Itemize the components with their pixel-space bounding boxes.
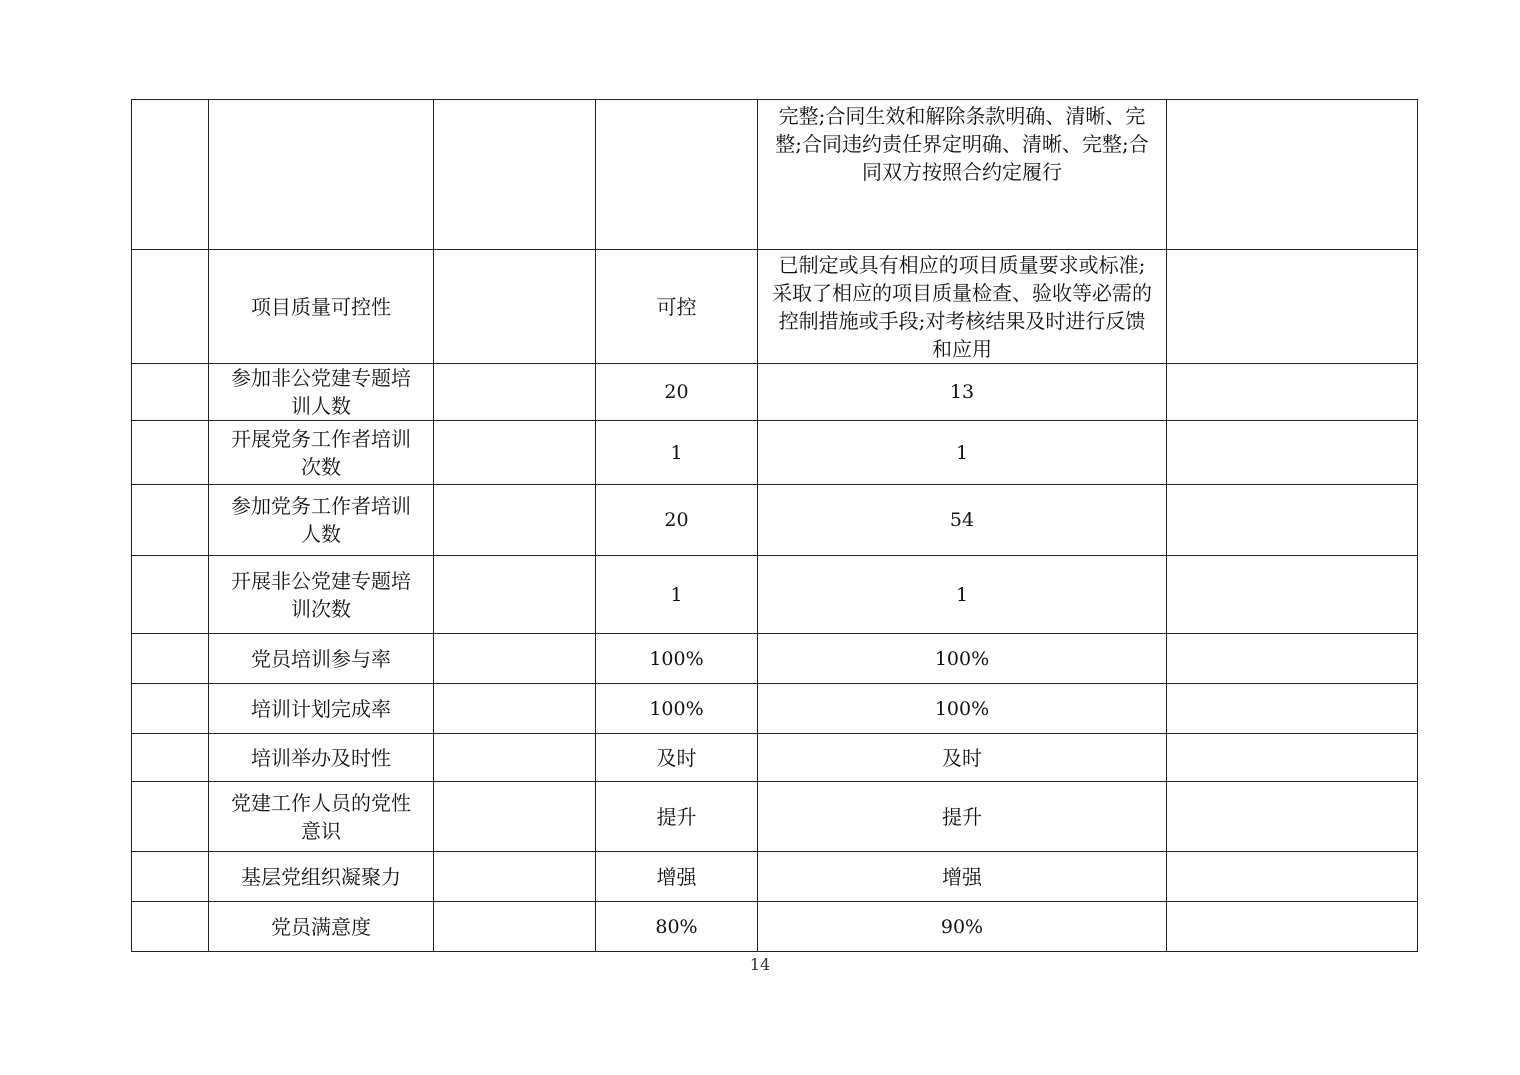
indicator-cell: 基层党组织凝聚力: [209, 852, 434, 902]
target-cell: 1: [596, 556, 758, 634]
remark-cell: [1167, 902, 1418, 952]
actual-cell: 90%: [758, 902, 1167, 952]
table-row: [132, 100, 1418, 250]
remark-cell: [1167, 364, 1418, 421]
target-cell: 20: [596, 364, 758, 421]
blank-cell: [434, 782, 596, 852]
target-cell: 100%: [596, 634, 758, 684]
remark-cell: [1167, 634, 1418, 684]
category-cell: [132, 364, 209, 421]
blank-cell: [434, 485, 596, 556]
target-cell: 提升: [596, 782, 758, 852]
table-row: [132, 852, 1418, 902]
indicator-cell: 项目质量可控性: [209, 250, 434, 364]
remark-cell: [1167, 782, 1418, 852]
category-cell: [132, 556, 209, 634]
target-cell: 可控: [596, 250, 758, 364]
category-cell: [132, 684, 209, 734]
indicator-cell: 党建工作人员的党性意识: [209, 782, 434, 852]
remark-cell: [1167, 250, 1418, 364]
target-cell: 1: [596, 421, 758, 485]
table-row: [132, 684, 1418, 734]
actual-cell: 已制定或具有相应的项目质量要求或标准;采取了相应的项目质量检查、验收等必需的控制措施或手段;对考核结果及时进行反馈和应用: [758, 250, 1167, 364]
target-cell: 及时: [596, 734, 758, 782]
category-cell: [132, 250, 209, 364]
indicator-cell: 培训举办及时性: [209, 734, 434, 782]
indicator-cell: 党员培训参与率: [209, 634, 434, 684]
target-cell: 20: [596, 485, 758, 556]
indicator-cell: 参加非公党建专题培训人数: [209, 364, 434, 421]
remark-cell: [1167, 485, 1418, 556]
blank-cell: [434, 556, 596, 634]
target-cell: [596, 100, 758, 250]
indicator-cell: 培训计划完成率: [209, 684, 434, 734]
blank-cell: [434, 852, 596, 902]
blank-cell: [434, 421, 596, 485]
actual-cell: 100%: [758, 634, 1167, 684]
remark-cell: [1167, 684, 1418, 734]
performance-table: [131, 99, 1418, 952]
table-row: [132, 421, 1418, 485]
category-cell: [132, 485, 209, 556]
category-cell: [132, 852, 209, 902]
category-cell: [132, 100, 209, 250]
blank-cell: [434, 684, 596, 734]
table-row: [132, 634, 1418, 684]
remark-cell: [1167, 100, 1418, 250]
table-row: [132, 902, 1418, 952]
indicator-cell: [209, 100, 434, 250]
actual-cell: 及时: [758, 734, 1167, 782]
indicator-cell: 党员满意度: [209, 902, 434, 952]
indicator-cell: 开展党务工作者培训次数: [209, 421, 434, 485]
blank-cell: [434, 902, 596, 952]
remark-cell: [1167, 421, 1418, 485]
remark-cell: [1167, 556, 1418, 634]
actual-cell: 1: [758, 421, 1167, 485]
table-row: [132, 734, 1418, 782]
actual-cell: 提升: [758, 782, 1167, 852]
table-row: [132, 556, 1418, 634]
remark-cell: [1167, 734, 1418, 782]
target-cell: 80%: [596, 902, 758, 952]
actual-cell: 1: [758, 556, 1167, 634]
target-cell: 100%: [596, 684, 758, 734]
target-cell: 增强: [596, 852, 758, 902]
table-row: [132, 250, 1418, 364]
actual-cell: 增强: [758, 852, 1167, 902]
remark-cell: [1167, 852, 1418, 902]
actual-cell: 完整;合同生效和解除条款明确、清晰、完整;合同违约责任界定明确、清晰、完整;合同双方按照合约定履行: [758, 100, 1167, 250]
blank-cell: [434, 100, 596, 250]
category-cell: [132, 782, 209, 852]
table-row: [132, 485, 1418, 556]
category-cell: [132, 902, 209, 952]
table-row: [132, 782, 1418, 852]
category-cell: [132, 734, 209, 782]
blank-cell: [434, 250, 596, 364]
blank-cell: [434, 364, 596, 421]
actual-cell: 100%: [758, 684, 1167, 734]
indicator-cell: 参加党务工作者培训人数: [209, 485, 434, 556]
category-cell: [132, 421, 209, 485]
page-number: 14: [749, 955, 771, 974]
table-row: [132, 364, 1418, 421]
indicator-cell: 开展非公党建专题培训次数: [209, 556, 434, 634]
actual-cell: 13: [758, 364, 1167, 421]
actual-cell: 54: [758, 485, 1167, 556]
blank-cell: [434, 734, 596, 782]
category-cell: [132, 634, 209, 684]
blank-cell: [434, 634, 596, 684]
